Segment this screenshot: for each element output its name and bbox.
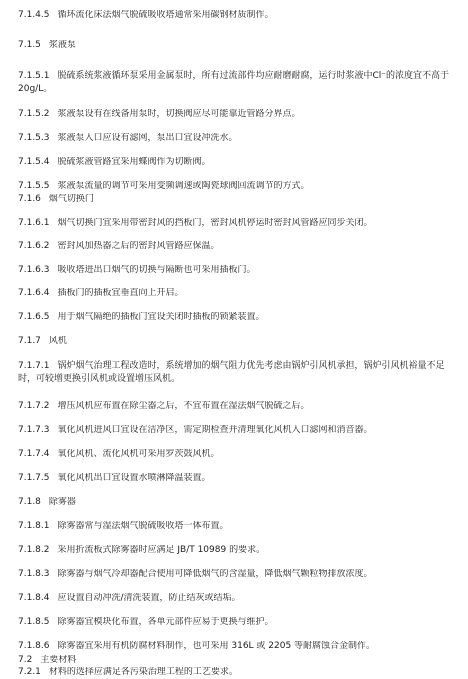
clause-text: 浆液泵入口应设有滤网，泵出口宜设冲洗水。 (57, 133, 238, 143)
clause-7-1-7-4 (18, 449, 456, 460)
clause-number: 7.1.7.4 (18, 449, 50, 459)
section-heading-7-1-6 (18, 194, 456, 205)
clause-7-1-5-1 (18, 70, 456, 96)
clause-7-1-8-5 (18, 617, 456, 628)
clause-text: 锅炉烟气治理工程改造时，系统增加的烟气阻力优先考虑由锅炉引风机承担，锅炉引风机裕量不足时，可较增更换引风机或设置增压风机。 (18, 361, 445, 384)
section-title: 烟气切换门 (48, 194, 94, 204)
clause-text: 循环流化床法烟气脱硫吸收塔通常采用碳钢材质制作。 (57, 10, 274, 20)
clause-text: 氧化风机进风口宜设在洁净区，需定期检查并清理氧化风机入口滤网和消音器。 (57, 425, 373, 435)
clause-number: 7.1.8.6 (18, 641, 50, 651)
clause-number: 7.1.8.5 (18, 617, 50, 627)
section-number: 7.1.8 (18, 497, 41, 507)
clause-number: 7.1.6.5 (18, 312, 50, 322)
clause-text: 用于烟气隔绝的插板门宜设关闭时插板的锁紧装置。 (57, 312, 265, 322)
clause-7-1-5-2 (18, 109, 456, 120)
clause-number: 7.1.7.5 (18, 473, 50, 483)
section-heading-7-1-8 (18, 497, 456, 508)
clause-7-1-8-4 (18, 593, 456, 604)
clause-text: 脱硫浆液管路宜采用蝶阀作为切断阀。 (57, 157, 211, 167)
clause-7-1-6-4 (18, 288, 456, 299)
clause-text: 采用折流板式除雾器时应满足 JB/T 10989 的要求。 (57, 545, 266, 555)
clause-7-1-7-5 (18, 473, 456, 484)
clause-7-1-7-2 (18, 401, 456, 412)
clause-number: 7.1.8.4 (18, 593, 50, 603)
section-heading-7-1-7 (18, 336, 456, 347)
clause-7-2-1 (18, 667, 456, 678)
clause-number: 7.2.1 (18, 667, 41, 677)
clause-text: 除雾器宜采用有机防腐材料制作，也可采用 316L 或 2205 等耐腐蚀合金制作。 (57, 641, 376, 651)
clause-7-1-8-2 (18, 545, 456, 556)
section-number: 7.1.6 (18, 194, 41, 204)
clause-text: 材料的选择应满足各污染治理工程的工艺要求。 (48, 667, 238, 677)
clause-text: 吸收塔进出口烟气的切换与隔断也可采用插板门。 (57, 265, 256, 275)
clause-text: 浆液泵设有在线备用泵时，切换阀应尽可能靠近管路分界点。 (57, 109, 301, 119)
clause-number: 7.1.5.2 (18, 109, 50, 119)
clause-7-1-6-5 (18, 312, 456, 323)
clause-number: 7.1.7.1 (18, 361, 50, 371)
clause-7-1-6-1 (18, 218, 456, 229)
clause-7-1-8-1 (18, 521, 456, 532)
clause-number: 7.1.6.1 (18, 218, 50, 228)
clause-text: 除雾器常与湿法烟气脱硫吸收塔一体布置。 (57, 521, 229, 531)
section-number: 7.1.5 (18, 40, 41, 50)
clause-number: 7.1.8.2 (18, 545, 50, 555)
clause-7-1-7-3 (18, 425, 456, 436)
section-heading-7-2 (18, 655, 456, 666)
clause-text: 密封风加热器之后的密封风管路应保温。 (57, 241, 220, 251)
clause-number: 7.1.8.1 (18, 521, 50, 531)
clause-number: 7.1.6.3 (18, 265, 50, 275)
clause-text: 脱硫系统浆液循环泵采用金属泵时，所有过流部件均应耐磨耐腐，运行时浆液中Cl⁻的浓度宜不高于 20g/L。 (18, 71, 450, 94)
clause-number: 7.1.8.3 (18, 569, 50, 579)
clause-number: 7.1.5.3 (18, 133, 50, 143)
clause-number: 7.1.6.2 (18, 241, 50, 251)
clause-number: 7.1.4.5 (18, 10, 50, 20)
clause-text: 浆液泵流量的调节可采用变频调速或陶瓷球阀回流调节的方式。 (57, 181, 310, 191)
clause-number: 7.1.7.2 (18, 401, 50, 411)
clause-7-1-5-5 (18, 181, 456, 192)
section-title: 浆液泵 (48, 40, 76, 50)
clause-7-1-8-3 (18, 569, 456, 580)
clause-number: 7.1.5.4 (18, 157, 50, 167)
clause-7-1-6-2 (18, 241, 456, 252)
clause-text: 氧化风机、流化风机可采用罗茨鼓风机。 (57, 449, 220, 459)
clause-text: 除雾器宜模块化布置，各单元部件应易于更换与维护。 (57, 617, 274, 627)
clause-7-1-8-6 (18, 641, 456, 652)
clause-number: 7.1.6.4 (18, 288, 50, 298)
clause-7-1-7-1 (18, 360, 456, 386)
section-number: 7.1.7 (18, 336, 41, 346)
section-heading-7-1-5 (18, 40, 456, 51)
clause-text: 增压风机应布置在除尘器之后，不宜布置在湿法烟气脱硫之后。 (57, 401, 310, 411)
clause-text: 插板门的插板宜垂直向上开启。 (57, 288, 184, 298)
section-title: 风机 (48, 336, 67, 346)
clause-number: 7.1.5.5 (18, 181, 50, 191)
clause-7-1-5-4 (18, 157, 456, 168)
clause-text: 烟气切换门宜采用带密封风的挡板门，密封风机停运时密封风管路应同步关闭。 (57, 218, 373, 228)
clause-number: 7.1.7.3 (18, 425, 50, 435)
clause-7-1-4-5 (18, 10, 456, 21)
section-title: 除雾器 (48, 497, 76, 507)
section-number: 7.2 (18, 655, 33, 665)
clause-text: 除雾器与烟气冷却器配合使用可降低烟气的含湿量，降低烟气颗粒物排放浓度。 (57, 569, 373, 579)
clause-number: 7.1.5.1 (18, 71, 50, 81)
clause-text: 应设置自动冲洗/清洗装置，防止结灰或结垢。 (57, 593, 241, 603)
clause-text: 氧化风机出口宜设置水喷淋降温装置。 (57, 473, 211, 483)
section-title: 主要材料 (40, 655, 77, 665)
clause-7-1-5-3 (18, 133, 456, 144)
clause-7-1-6-3 (18, 265, 456, 276)
